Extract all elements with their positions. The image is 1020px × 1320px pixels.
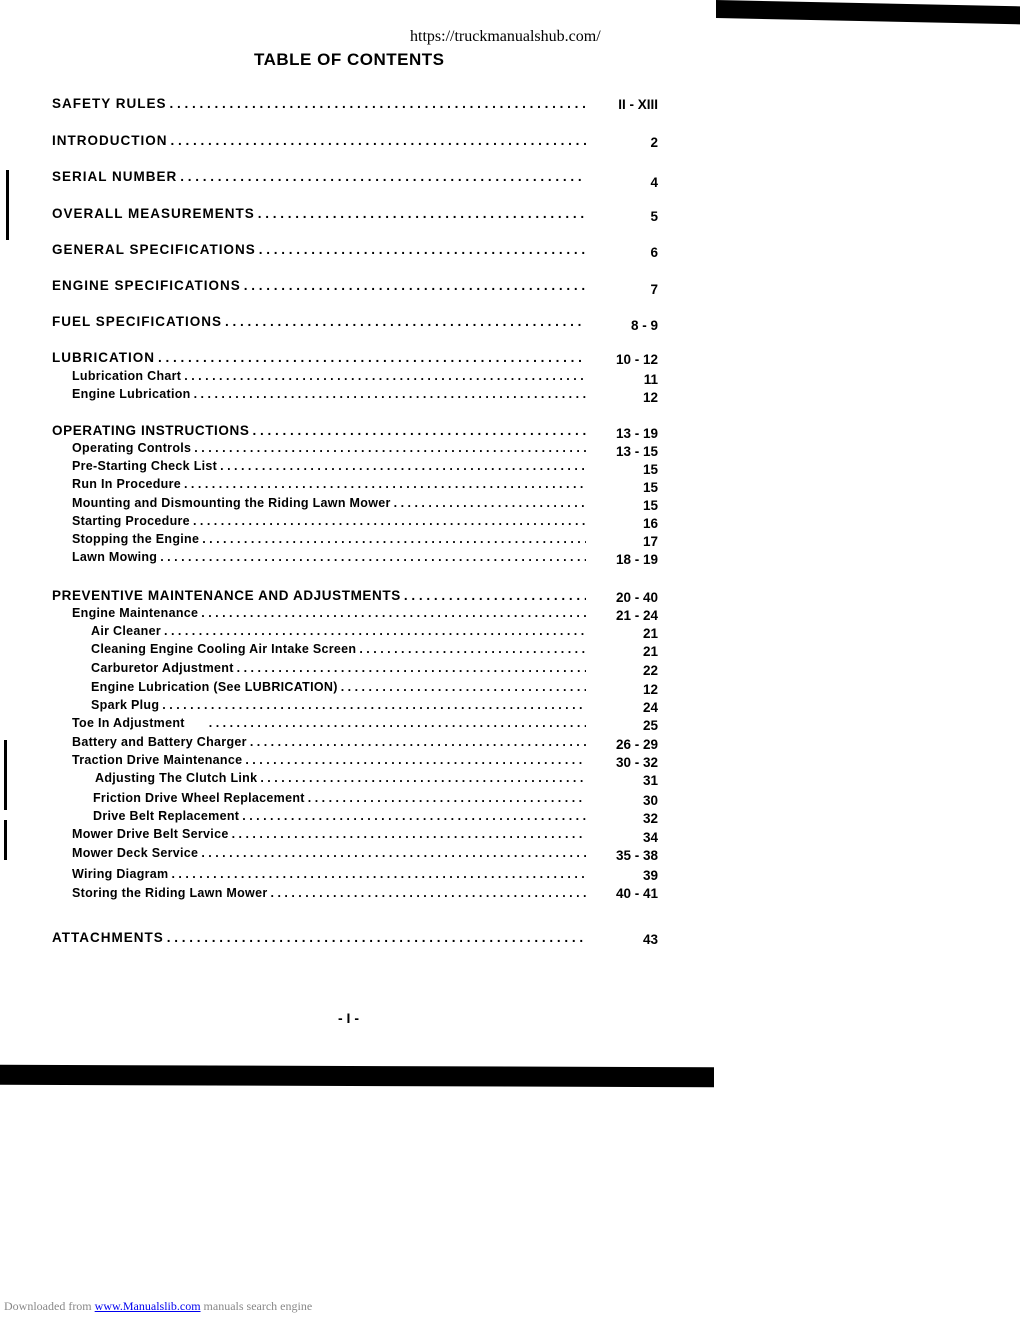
toc-page: 24 <box>642 700 658 715</box>
toc-page: 21 - 24 <box>615 608 658 623</box>
toc-page: II - XIII <box>618 97 658 112</box>
footer-prefix: Downloaded from <box>4 1299 92 1313</box>
toc-entry-mower-deck-service: Mower Deck Service . . . <box>72 846 592 860</box>
toc-page: 12 <box>642 390 658 405</box>
toc-entry-friction-drive-wheel: Friction Drive Wheel Replacement . . . <box>93 791 592 805</box>
toc-entry-lubrication-chart: Lubrication Chart . . . <box>72 369 592 383</box>
toc-page: 13 - 19 <box>615 426 658 441</box>
toc-page: 40 - 41 <box>615 886 658 901</box>
toc-page: 22 <box>642 663 658 678</box>
toc-page: 26 - 29 <box>615 737 658 752</box>
toc-entry-preventive-maintenance: PREVENTIVE MAINTENANCE AND ADJUSTMENTS . . . <box>52 588 592 603</box>
toc-entry-operating-instructions: OPERATING INSTRUCTIONS . . . <box>52 423 592 438</box>
toc-entry-engine-lubrication: Engine Lubrication . . . <box>72 387 592 401</box>
source-url[interactable]: https://truckmanualshub.com/ <box>410 28 601 45</box>
page-number: - I - <box>338 1010 359 1026</box>
toc-entry-storing-mower: Storing the Riding Lawn Mower . . . <box>72 886 592 900</box>
toc-entry-mower-drive-belt: Mower Drive Belt Service . . . <box>72 827 592 841</box>
toc-entry-attachments: ATTACHMENTS . . . <box>52 930 592 945</box>
toc-entry-introduction: INTRODUCTION . . . <box>52 133 592 148</box>
toc-entry-starting-procedure: Starting Procedure . . . <box>72 514 592 528</box>
toc-page: 43 <box>642 932 658 947</box>
toc-page: 8 - 9 <box>630 318 658 333</box>
toc-page: 21 <box>642 626 658 641</box>
toc-entry-cleaning-engine-cooling: Cleaning Engine Cooling Air Intake Screen . . . <box>91 642 592 656</box>
toc-page: 10 - 12 <box>615 352 658 367</box>
toc-entry-run-in-procedure: Run In Procedure . . . <box>72 477 592 491</box>
toc-entry-air-cleaner: Air Cleaner . . . <box>91 624 592 638</box>
toc-page: 17 <box>642 534 658 549</box>
toc-page: 30 - 32 <box>615 755 658 770</box>
toc-entry-carburetor-adjustment: Carburetor Adjustment . . . <box>91 661 592 675</box>
page-title: TABLE OF CONTENTS <box>254 50 445 69</box>
toc-page: 25 <box>642 718 658 733</box>
scan-bar-bottom <box>0 1065 714 1087</box>
toc-entry-toe-in-adjustment: Toe In Adjustment . . . <box>72 716 592 730</box>
toc-entry-wiring-diagram: Wiring Diagram . . . <box>72 867 592 881</box>
toc-page: 15 <box>642 498 658 513</box>
toc-entry-traction-drive: Traction Drive Maintenance . . . <box>72 753 592 767</box>
toc-entry-lubrication: LUBRICATION . . . <box>52 350 592 365</box>
toc-entry-engine-lubrication-see: Engine Lubrication (See LUBRICATION) . . . <box>91 680 592 694</box>
toc-page: 5 <box>650 209 658 224</box>
toc-entry-serial-number: SERIAL NUMBER . . . <box>52 169 592 184</box>
toc-page: 2 <box>650 135 658 150</box>
toc-page: 18 - 19 <box>615 552 658 567</box>
toc-entry-fuel-specifications: FUEL SPECIFICATIONS . . . <box>52 314 592 329</box>
toc-page: 4 <box>650 175 658 190</box>
toc-entry-general-specifications: GENERAL SPECIFICATIONS . . . <box>52 242 592 257</box>
toc-page: 31 <box>642 773 658 788</box>
toc-page: 11 <box>643 372 658 387</box>
toc-entry-engine-maintenance: Engine Maintenance . . . <box>72 606 592 620</box>
toc-page: 34 <box>642 830 658 845</box>
toc-page: 30 <box>642 793 658 808</box>
toc-entry-adjusting-clutch-link: Adjusting The Clutch Link . . . <box>95 771 592 785</box>
toc-page: 6 <box>650 245 658 260</box>
toc-entry-stopping-the-engine: Stopping the Engine . . . <box>72 532 592 546</box>
toc-page: 13 - 15 <box>615 444 658 459</box>
toc-entry-lawn-mowing: Lawn Mowing . . . <box>72 550 592 564</box>
toc-page: 20 - 40 <box>615 590 658 605</box>
toc-entry-safety-rules: SAFETY RULES . . . <box>52 96 592 111</box>
toc-entry-spark-plug: Spark Plug . . . <box>91 698 592 712</box>
footer-suffix: manuals search engine <box>203 1299 313 1313</box>
toc-page: 15 <box>642 480 658 495</box>
toc-page: 7 <box>650 282 658 297</box>
manualslib-link[interactable]: www.Manualslib.com <box>94 1299 201 1313</box>
toc-entry-overall-measurements: OVERALL MEASUREMENTS . . . <box>52 206 592 221</box>
toc-page: 39 <box>642 868 658 883</box>
toc-page: 35 - 38 <box>615 848 658 863</box>
toc-entry-operating-controls: Operating Controls . . . <box>72 441 592 455</box>
download-footer <box>4 1299 312 1314</box>
toc-page: 21 <box>642 644 658 659</box>
toc-entry-engine-specifications: ENGINE SPECIFICATIONS . . . <box>52 278 592 293</box>
toc-page: 15 <box>642 462 658 477</box>
toc-page: 16 <box>642 516 658 531</box>
toc-page: 32 <box>642 811 658 826</box>
toc-entry-pre-starting-check-list: Pre-Starting Check List . . . <box>72 459 592 473</box>
toc-entry-drive-belt-replacement: Drive Belt Replacement . . . <box>93 809 592 823</box>
toc-entry-mounting-dismounting: Mounting and Dismounting the Riding Lawn Mower . . . <box>72 496 592 510</box>
toc-entry-battery-charger: Battery and Battery Charger . . . <box>72 735 592 749</box>
toc-page: 12 <box>642 682 658 697</box>
